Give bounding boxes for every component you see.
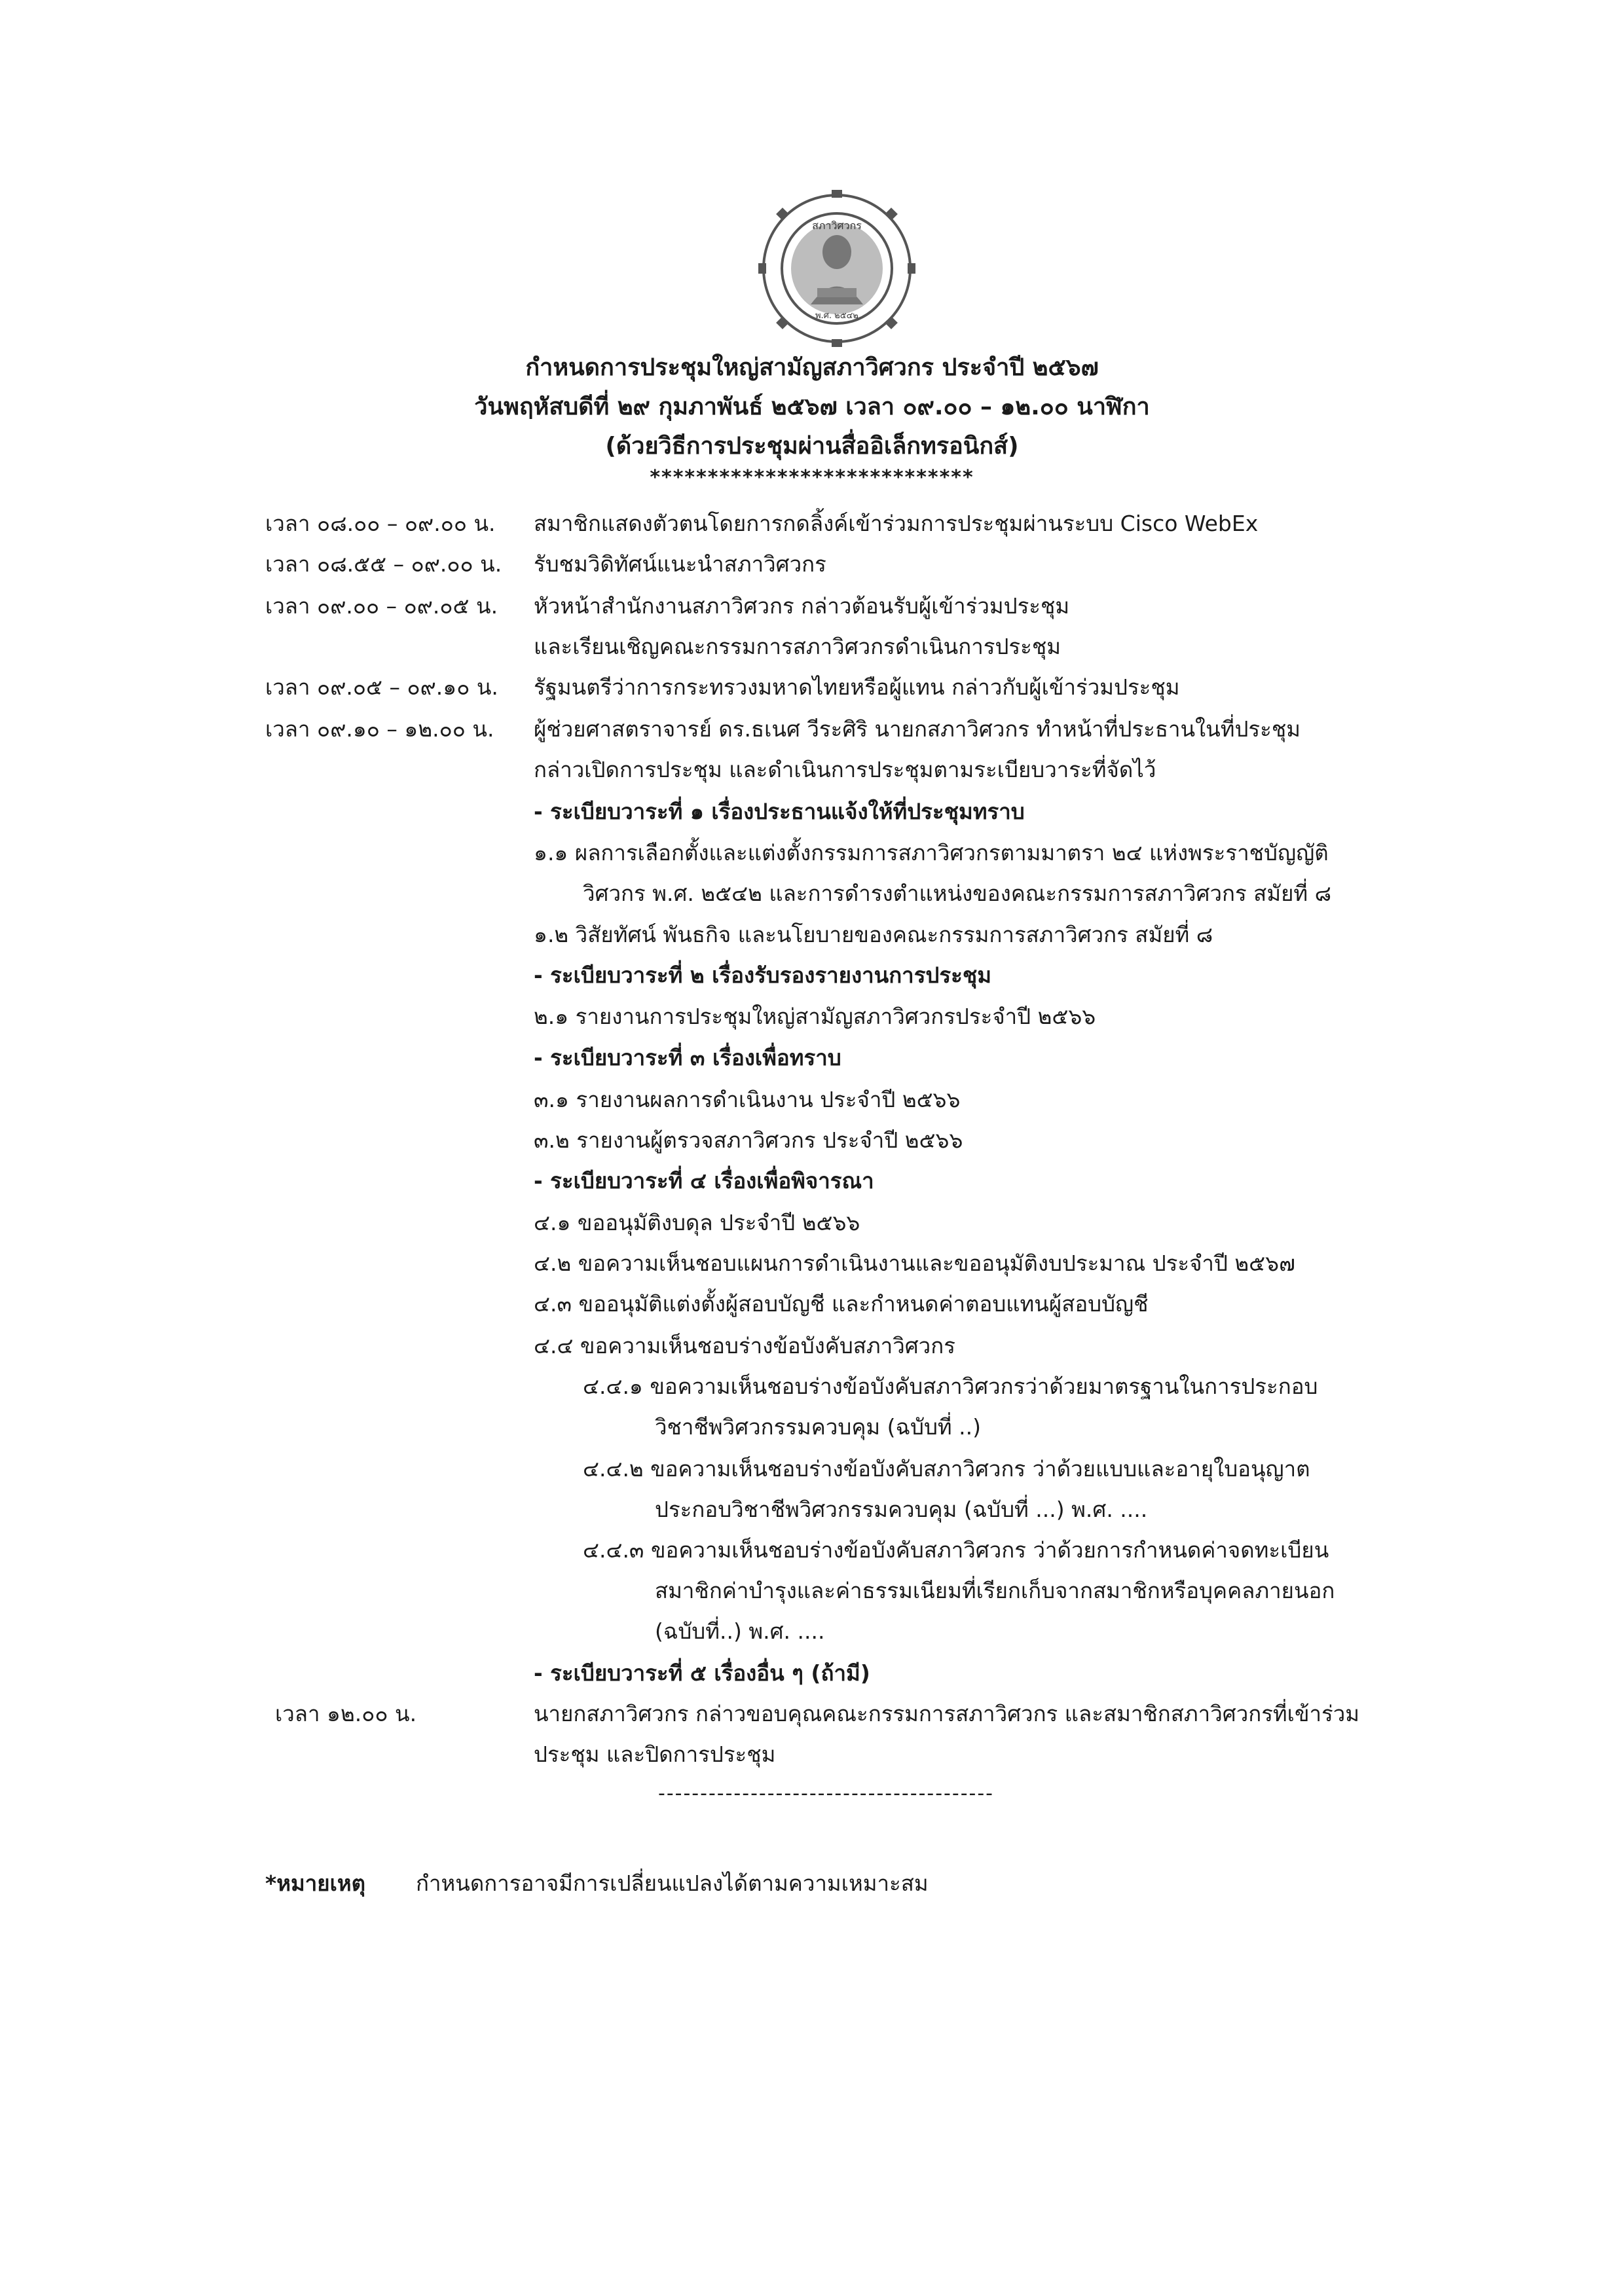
schedule-text-3: หัวหน้าสำนักงานสภาวิศวกร กล่าวต้อนรับผู้เข้าร่วมประชุม xyxy=(534,593,1070,619)
agenda-item-4-2: ๔.๒ ขอความเห็นชอบแผนการดำเนินงานและขออนุมัติงบประมาณ ประจำปี ๒๕๖๗ xyxy=(534,1250,1295,1276)
agenda-item-2-1: ๒.๑ รายงานการประชุมใหญ่สามัญสภาวิศวกรประจำปี ๒๕๖๖ xyxy=(534,1004,1096,1029)
agenda-item-4-1: ๔.๑ ขออนุมัติงบดุล ประจำปี ๒๕๖๖ xyxy=(534,1210,860,1235)
agenda-item-4-4-1-cont: วิชาชีพวิศวกรรมควบคุม (ฉบับที่ ..) xyxy=(655,1414,982,1440)
end-divider: ---------------------------------------- xyxy=(658,1782,995,1805)
agenda-item-5: - ระเบียบวาระที่ ๕ เรื่องอื่น ๆ (ถ้ามี) xyxy=(534,1660,870,1686)
agenda-item-4-4-3-cont2: (ฉบับที่..) พ.ศ. .... xyxy=(655,1618,825,1644)
agenda-item-1-2: ๑.๒ วิสัยทัศน์ พันธกิจ และนโยบายของคณะกรรมการสภาวิศวกร สมัยที่ ๘ xyxy=(534,922,1213,947)
seal-bottom-text: พ.ศ. ๒๕๔๒ xyxy=(815,311,859,321)
agenda-item-4-4-2: ๔.๔.๒ ขอความเห็นชอบร่างข้อบังคับสภาวิศวกร ว่าด้วยแบบและอายุใบอนุญาต xyxy=(583,1456,1310,1482)
agenda-item-3: - ระเบียบวาระที่ ๓ เรื่องเพื่อทราบ xyxy=(534,1045,841,1070)
agenda-item-4-4-3: ๔.๔.๓ ขอความเห็นชอบร่างข้อบังคับสภาวิศวกร ว่าด้วยการกำหนดค่าจดทะเบียน xyxy=(583,1537,1329,1563)
closing-time: เวลา ๑๒.๐๐ น. xyxy=(275,1701,417,1726)
agenda-item-3-1: ๓.๑ รายงานผลการดำเนินงาน ประจำปี ๒๕๖๖ xyxy=(534,1087,961,1112)
agenda-item-4-3: ๔.๓ ขออนุมัติแต่งตั้งผู้สอบบัญชี และกำหนดค่าตอบแทนผู้สอบบัญชี xyxy=(534,1291,1149,1317)
seal-top-text: สภาวิศวกร xyxy=(812,219,862,232)
agenda-item-2: - ระเบียบวาระที่ ๒ เรื่องรับรองรายงานการประชุม xyxy=(534,962,991,988)
closing-text-cont: ประชุม และปิดการประชุม xyxy=(534,1741,776,1767)
schedule-time-1: เวลา ๐๘.๐๐ – ๐๙.๐๐ น. xyxy=(265,511,496,536)
note-text: กำหนดการอาจมีการเปลี่ยนแปลงได้ตามความเหมาะสม xyxy=(416,1870,929,1896)
agenda-item-1-1: ๑.๑ ผลการเลือกตั้งและแต่งตั้งกรรมการสภาวิศวกรตามมาตรา ๒๔ แห่งพระราชบัญญัติ xyxy=(534,840,1329,866)
closing-text: นายกสภาวิศวกร กล่าวขอบคุณคณะกรรมการสภาวิศวกร และสมาชิกสภาวิศวกรที่เข้าร่วม xyxy=(534,1701,1360,1726)
agenda-item-4-4-2-cont: ประกอบวิชาชีพวิศวกรรมควบคุม (ฉบับที่ ...) พ.ศ. .... xyxy=(655,1497,1148,1522)
title-line-2: วันพฤหัสบดีที่ ๒๙ กุมภาพันธ์ ๒๕๖๗ เวลา ๐๙.๐๐ – ๑๒.๐๐ นาฬิกา xyxy=(474,393,1150,420)
title-divider-stars: **************************** xyxy=(650,466,974,489)
title-line-3: (ด้วยวิธีการประชุมผ่านสื่ออิเล็กทรอนิกส์) xyxy=(605,433,1019,460)
schedule-text-4: รัฐมนตรีว่าการกระทรวงมหาดไทยหรือผู้แทน กล่าวกับผู้เข้าร่วมประชุม xyxy=(534,674,1180,700)
agenda-item-1-1-cont: วิศวกร พ.ศ. ๒๕๔๒ และการดำรงตำแหน่งของคณะกรรมการสภาวิศวกร สมัยที่ ๘ xyxy=(583,881,1332,906)
schedule-text-5: ผู้ช่วยศาสตราจารย์ ดร.ธเนศ วีระศิริ นายกสภาวิศวกร ทำหน้าที่ประธานในที่ประชุม xyxy=(534,716,1301,742)
agenda-item-1: - ระเบียบวาระที่ ๑ เรื่องประธานแจ้งให้ที่ประชุมทราบ xyxy=(534,799,1025,824)
title-line-1: กำหนดการประชุมใหญ่สามัญสภาวิศวกร ประจำปี ๒๕๖๗ xyxy=(525,354,1099,381)
schedule-text-3b: และเรียนเชิญคณะกรรมการสภาวิศวกรดำเนินการประชุม xyxy=(534,634,1061,659)
schedule-text-1: สมาชิกแสดงตัวตนโดยการกดลิ้งค์เข้าร่วมการประชุมผ่านระบบ Cisco WebEx xyxy=(534,511,1259,536)
agenda-item-4: - ระเบียบวาระที่ ๔ เรื่องเพื่อพิจารณา xyxy=(534,1168,874,1194)
schedule-time-4: เวลา ๐๙.๐๕ – ๐๙.๑๐ น. xyxy=(265,674,498,700)
note-label: *หมายเหตุ xyxy=(265,1870,366,1896)
schedule-text-5b: กล่าวเปิดการประชุม และดำเนินการประชุมตามระเบียบวาระที่จัดไว้ xyxy=(534,757,1156,782)
schedule-time-2: เวลา ๐๘.๕๕ – ๐๙.๐๐ น. xyxy=(265,551,502,577)
agenda-item-4-4-1: ๔.๔.๑ ขอความเห็นชอบร่างข้อบังคับสภาวิศวกรว่าด้วยมาตรฐานในการประกอบ xyxy=(583,1374,1318,1399)
schedule-time-3: เวลา ๐๙.๐๐ – ๐๙.๐๕ น. xyxy=(265,593,498,619)
agenda-item-3-2: ๓.๒ รายงานผู้ตรวจสภาวิศวกร ประจำปี ๒๕๖๖ xyxy=(534,1127,963,1153)
engineering-council-seal-icon xyxy=(758,190,915,347)
schedule-time-5: เวลา ๐๙.๑๐ – ๑๒.๐๐ น. xyxy=(265,716,494,742)
agenda-item-4-4-3-cont: สมาชิกค่าบำรุงและค่าธรรมเนียมที่เรียกเก็บจากสมาชิกหรือบุคคลภายนอก xyxy=(655,1578,1335,1603)
agenda-item-4-4: ๔.๔ ขอความเห็นชอบร่างข้อบังคับสภาวิศวกร xyxy=(534,1333,955,1358)
schedule-text-2: รับชมวิดิทัศน์แนะนำสภาวิศวกร xyxy=(534,551,826,577)
